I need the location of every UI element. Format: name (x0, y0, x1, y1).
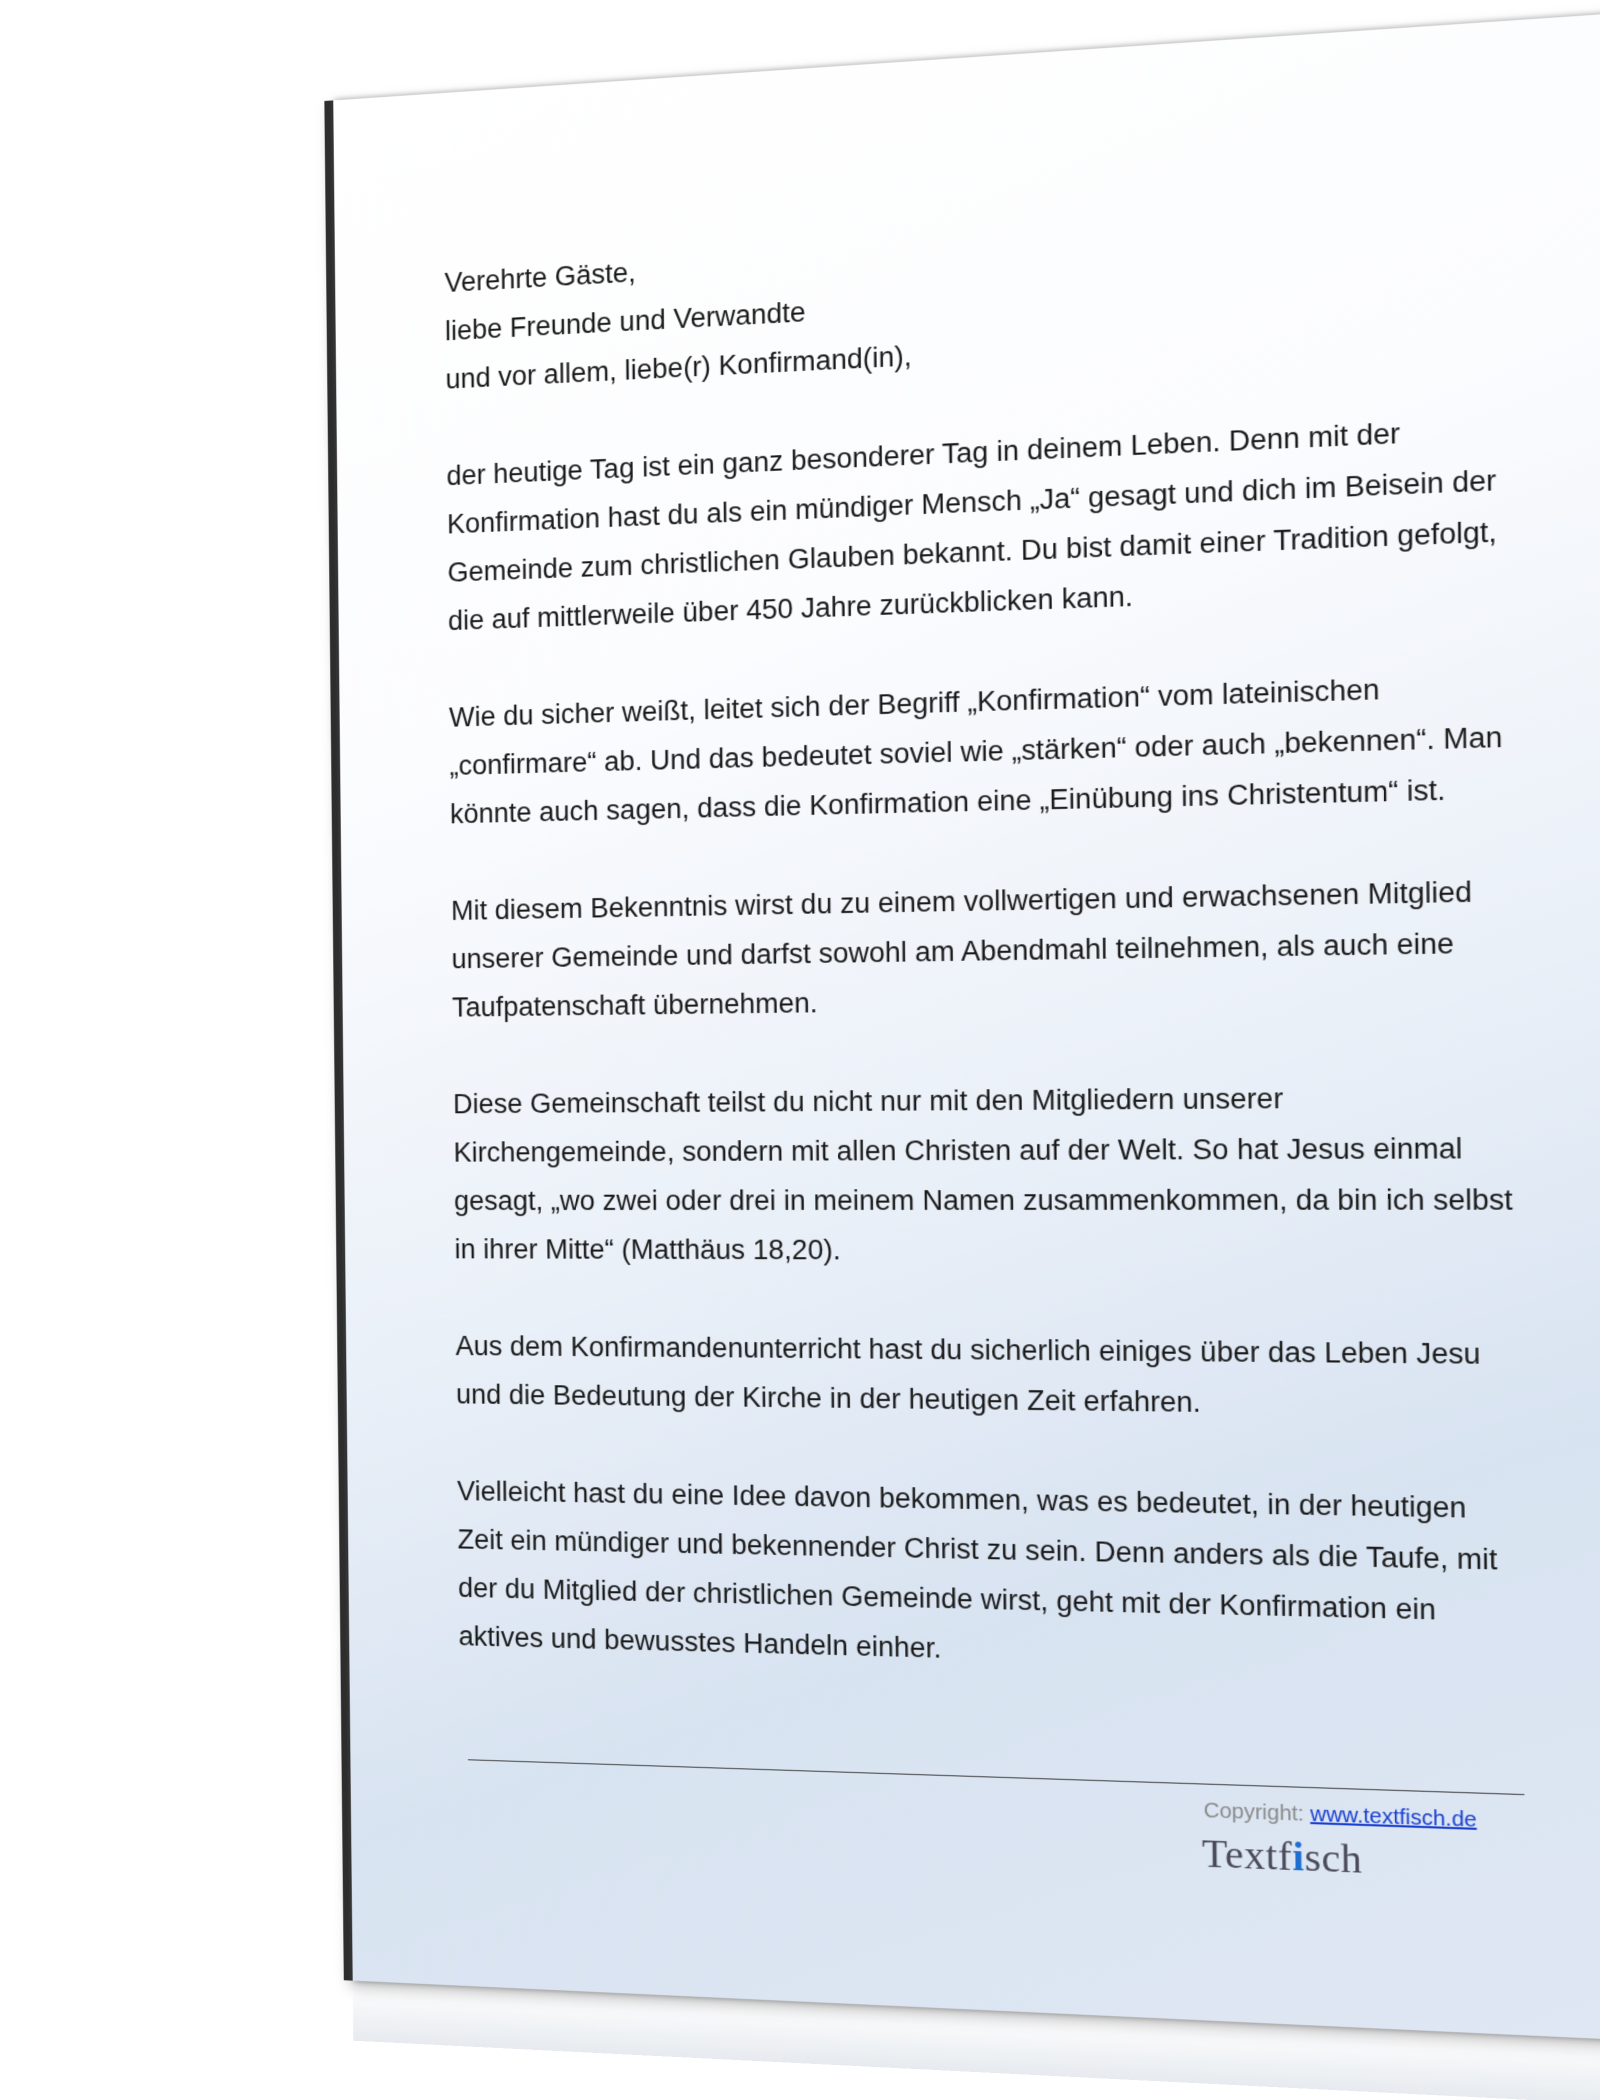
document-page (330, 13, 1600, 2041)
paragraph: Aus dem Konfirmandenunterricht hast du sicherlich einiges über das Leben Jesu und die Bedeutung der Kirche in der heutigen Zeit erfahren. (455, 1330, 1481, 1419)
footer-divider (468, 1759, 1524, 1795)
salutation-line: liebe Freunde und Verwandte (444, 296, 806, 347)
copyright-label: Copyright: (1203, 1799, 1305, 1826)
fish-icon: i (1292, 1835, 1305, 1881)
paragraph: Wie du sicher weißt, leitet sich der Begriff „Konfirmation“ vom lateinischen „confirmare“ ab. Und das bedeutet soviel wie „stärken“ oder auch „bekennen“. Man könnte auch sagen, dass die Konfirmation eine „Einübung ins Christentum“ ist. (448, 673, 1503, 830)
copyright-link[interactable]: www.textfisch.de (1310, 1802, 1477, 1833)
logo-text-end: sch (1304, 1835, 1363, 1883)
salutation (444, 197, 1510, 403)
letter-body (444, 197, 1525, 1689)
logo-text-start: Textf (1201, 1831, 1293, 1880)
salutation-line: und vor allem, liebe(r) Konfirmand(in), (445, 340, 912, 395)
paragraph: Mit diesem Bekenntnis wirst du zu einem vollwertigen und erwachsenen Mitglied unserer Gemeinde und darfst sowohl am Abendmahl teilnehmen, als auch eine Taufpatenschaft übernehmen. (450, 876, 1473, 1023)
copyright-notice (1204, 1799, 1477, 1833)
paragraph: Vielleicht hast du eine Idee davon bekommen, was es bedeutet, in der heutigen Zeit ein mündiger und bekennender Christ zu sein. Denn anders als die Taufe, mit der du Mitglied der christlichen Gemeinde wirst, geht mit der Konfirmation ein aktives und bewusstes Handeln einher. (456, 1475, 1498, 1664)
paragraph: Diese Gemeinschaft teilst du nicht nur mit den Mitgliedern unserer Kirchengemeinde, sondern mit allen Christen auf der Welt. So hat Jesus einmal gesagt, „wo zwei oder drei in meinem Namen zusammenkommen, da bin ich selbst in ihrer Mitte“ (Matthäus 18,20). (452, 1082, 1513, 1266)
paragraph: der heutige Tag ist ein ganz besonderer Tag in deinem Leben. Denn mit der Konfirmation hast du als ein mündiger Mensch „Ja“ gesagt und dich im Beisein der Gemeinde zum christlichen Glauben bekannt. Du bist damit einer Tradition gefolgt, die auf mittlerweile über 450 Jahre zurückblicken kann. (446, 417, 1497, 637)
textfisch-logo (1202, 1831, 1363, 1883)
salutation-line: Verehrte Gäste, (444, 257, 637, 299)
